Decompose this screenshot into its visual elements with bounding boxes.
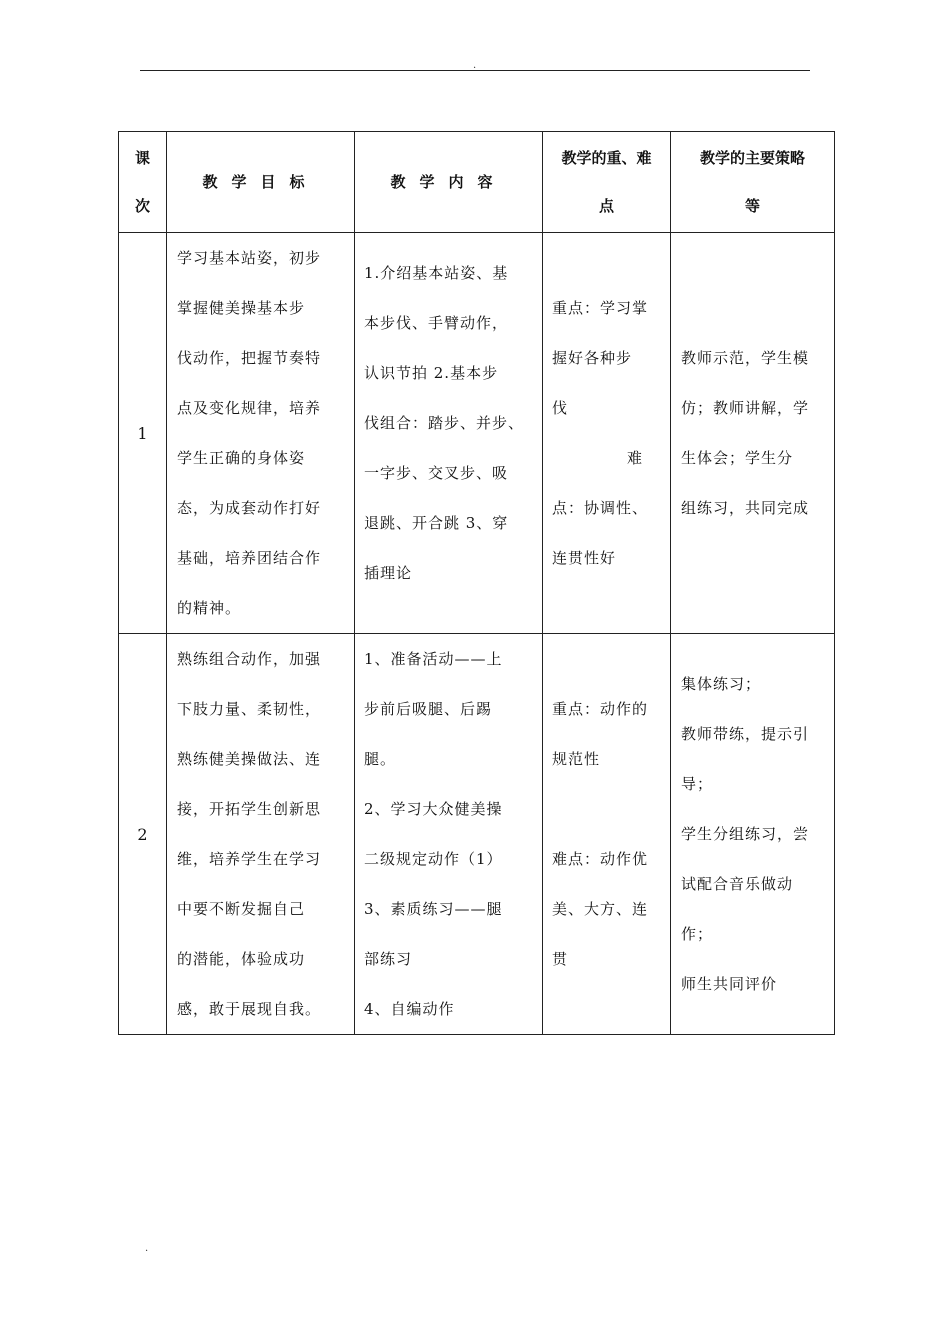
header-key-line1: 教学的重、难: [561, 149, 652, 167]
content-line: 步前后吸腿、后踢: [364, 700, 493, 718]
lesson-plan-table: [118, 131, 835, 1035]
content-line: 3、素质练习——腿: [364, 900, 503, 918]
content-line: 4、自编动作: [364, 1000, 455, 1018]
objective-line: 的潜能，体验成功: [177, 950, 306, 968]
header-lesson-line2: 次: [134, 197, 150, 215]
header-key-line2: 点: [598, 197, 614, 215]
table-row: [119, 233, 835, 634]
content-line: 本步伐、手臂动作，: [364, 314, 509, 332]
footer-dot: .: [145, 1243, 149, 1254]
objective-line: 态，为成套动作打好: [177, 499, 322, 517]
strategy-line: 生体会；学生分: [681, 449, 794, 467]
key-line: 美、大方、连: [552, 900, 649, 918]
strategy-line: 集体练习；: [681, 675, 762, 693]
header-strategy-line1: 教学的主要策略: [699, 149, 805, 167]
content-line: 一字步、交叉步、吸: [364, 464, 509, 482]
objective-line: 掌握健美操基本步: [177, 299, 306, 317]
content-line: 2、学习大众健美操: [364, 800, 503, 818]
header-lesson-line1: 课: [134, 149, 150, 167]
content-line: 腿。: [364, 750, 397, 768]
key-line: 握好各种步: [552, 349, 633, 367]
strategy-line: 学生分组练习，尝: [681, 825, 810, 843]
strategy-line: 师生共同评价: [681, 975, 778, 993]
objective-line: 学生正确的身体姿: [177, 449, 306, 467]
objective-cell: [167, 634, 355, 1035]
content-line: 伐组合：踏步、并步、: [364, 414, 525, 432]
objective-cell: [167, 233, 355, 634]
strategy-cell: [671, 634, 835, 1035]
key-line: 连贯性好: [552, 549, 617, 567]
objective-line: 接，开拓学生创新思: [177, 800, 322, 818]
key-line: 点：协调性、: [552, 499, 649, 517]
objective-line: 感，敢于展现自我。: [177, 1000, 322, 1018]
header-dot: .: [473, 60, 477, 71]
key-points-cell: [543, 634, 671, 1035]
content-cell: [355, 233, 543, 634]
key-line: 重点：动作的: [552, 700, 649, 718]
strategy-line: 试配合音乐做动: [681, 875, 794, 893]
objective-line: 点及变化规律，培养: [177, 399, 322, 417]
strategy-line: 教师示范，学生模: [681, 349, 810, 367]
content-line: 二级规定动作（1）: [364, 850, 503, 868]
header-objective: 教学目标: [167, 132, 355, 233]
strategy-line: 组练习，共同完成: [681, 499, 810, 517]
objective-line: 伐动作，把握节奏特: [177, 349, 322, 367]
header-strategy-line2: 等: [744, 197, 760, 215]
objective-line: 熟练健美操做法、连: [177, 750, 322, 768]
lesson-number: 1: [119, 233, 167, 634]
header-row: [119, 132, 835, 233]
table-row: [119, 634, 835, 1035]
header-key-points: [543, 132, 671, 233]
content-cell: [355, 634, 543, 1035]
objective-line: 下肢力量、柔韧性，: [177, 700, 322, 718]
objective-line: 学习基本站姿，初步: [177, 249, 322, 267]
content-line: 退跳、开合跳 3、穿: [364, 514, 509, 532]
key-line: 难点：动作优: [552, 850, 649, 868]
objective-line: 熟练组合动作，加强: [177, 650, 322, 668]
strategy-cell: [671, 233, 835, 634]
strategy-line: 仿；教师讲解，学: [681, 399, 810, 417]
key-line: 难: [627, 449, 644, 467]
objective-line: 的精神。: [177, 599, 242, 617]
content-line: 1、准备活动——上: [364, 650, 503, 668]
header-strategy: [671, 132, 835, 233]
header-lesson: [119, 132, 167, 233]
strategy-line: 教师带练，提示引: [681, 725, 810, 743]
strategy-line: 作；: [681, 925, 714, 943]
header-content: 教学内容: [355, 132, 543, 233]
objective-line: 基础，培养团结合作: [177, 549, 322, 567]
content-line: 部练习: [364, 950, 413, 968]
key-points-cell: [543, 233, 671, 634]
objective-line: 维，培养学生在学习: [177, 850, 322, 868]
lesson-number: 2: [119, 634, 167, 1035]
key-spacer: [552, 784, 664, 834]
key-line: 重点：学习掌: [552, 299, 649, 317]
content-line: 插理论: [364, 564, 413, 582]
content-line: 1.介绍基本站姿、基: [364, 264, 509, 282]
strategy-line: 导；: [681, 775, 714, 793]
key-line: 贯: [552, 950, 569, 968]
objective-line: 中要不断发掘自己: [177, 900, 306, 918]
content-line: 认识节拍 2.基本步: [364, 364, 499, 382]
key-line: 规范性: [552, 750, 601, 768]
key-line: 伐: [552, 399, 569, 417]
